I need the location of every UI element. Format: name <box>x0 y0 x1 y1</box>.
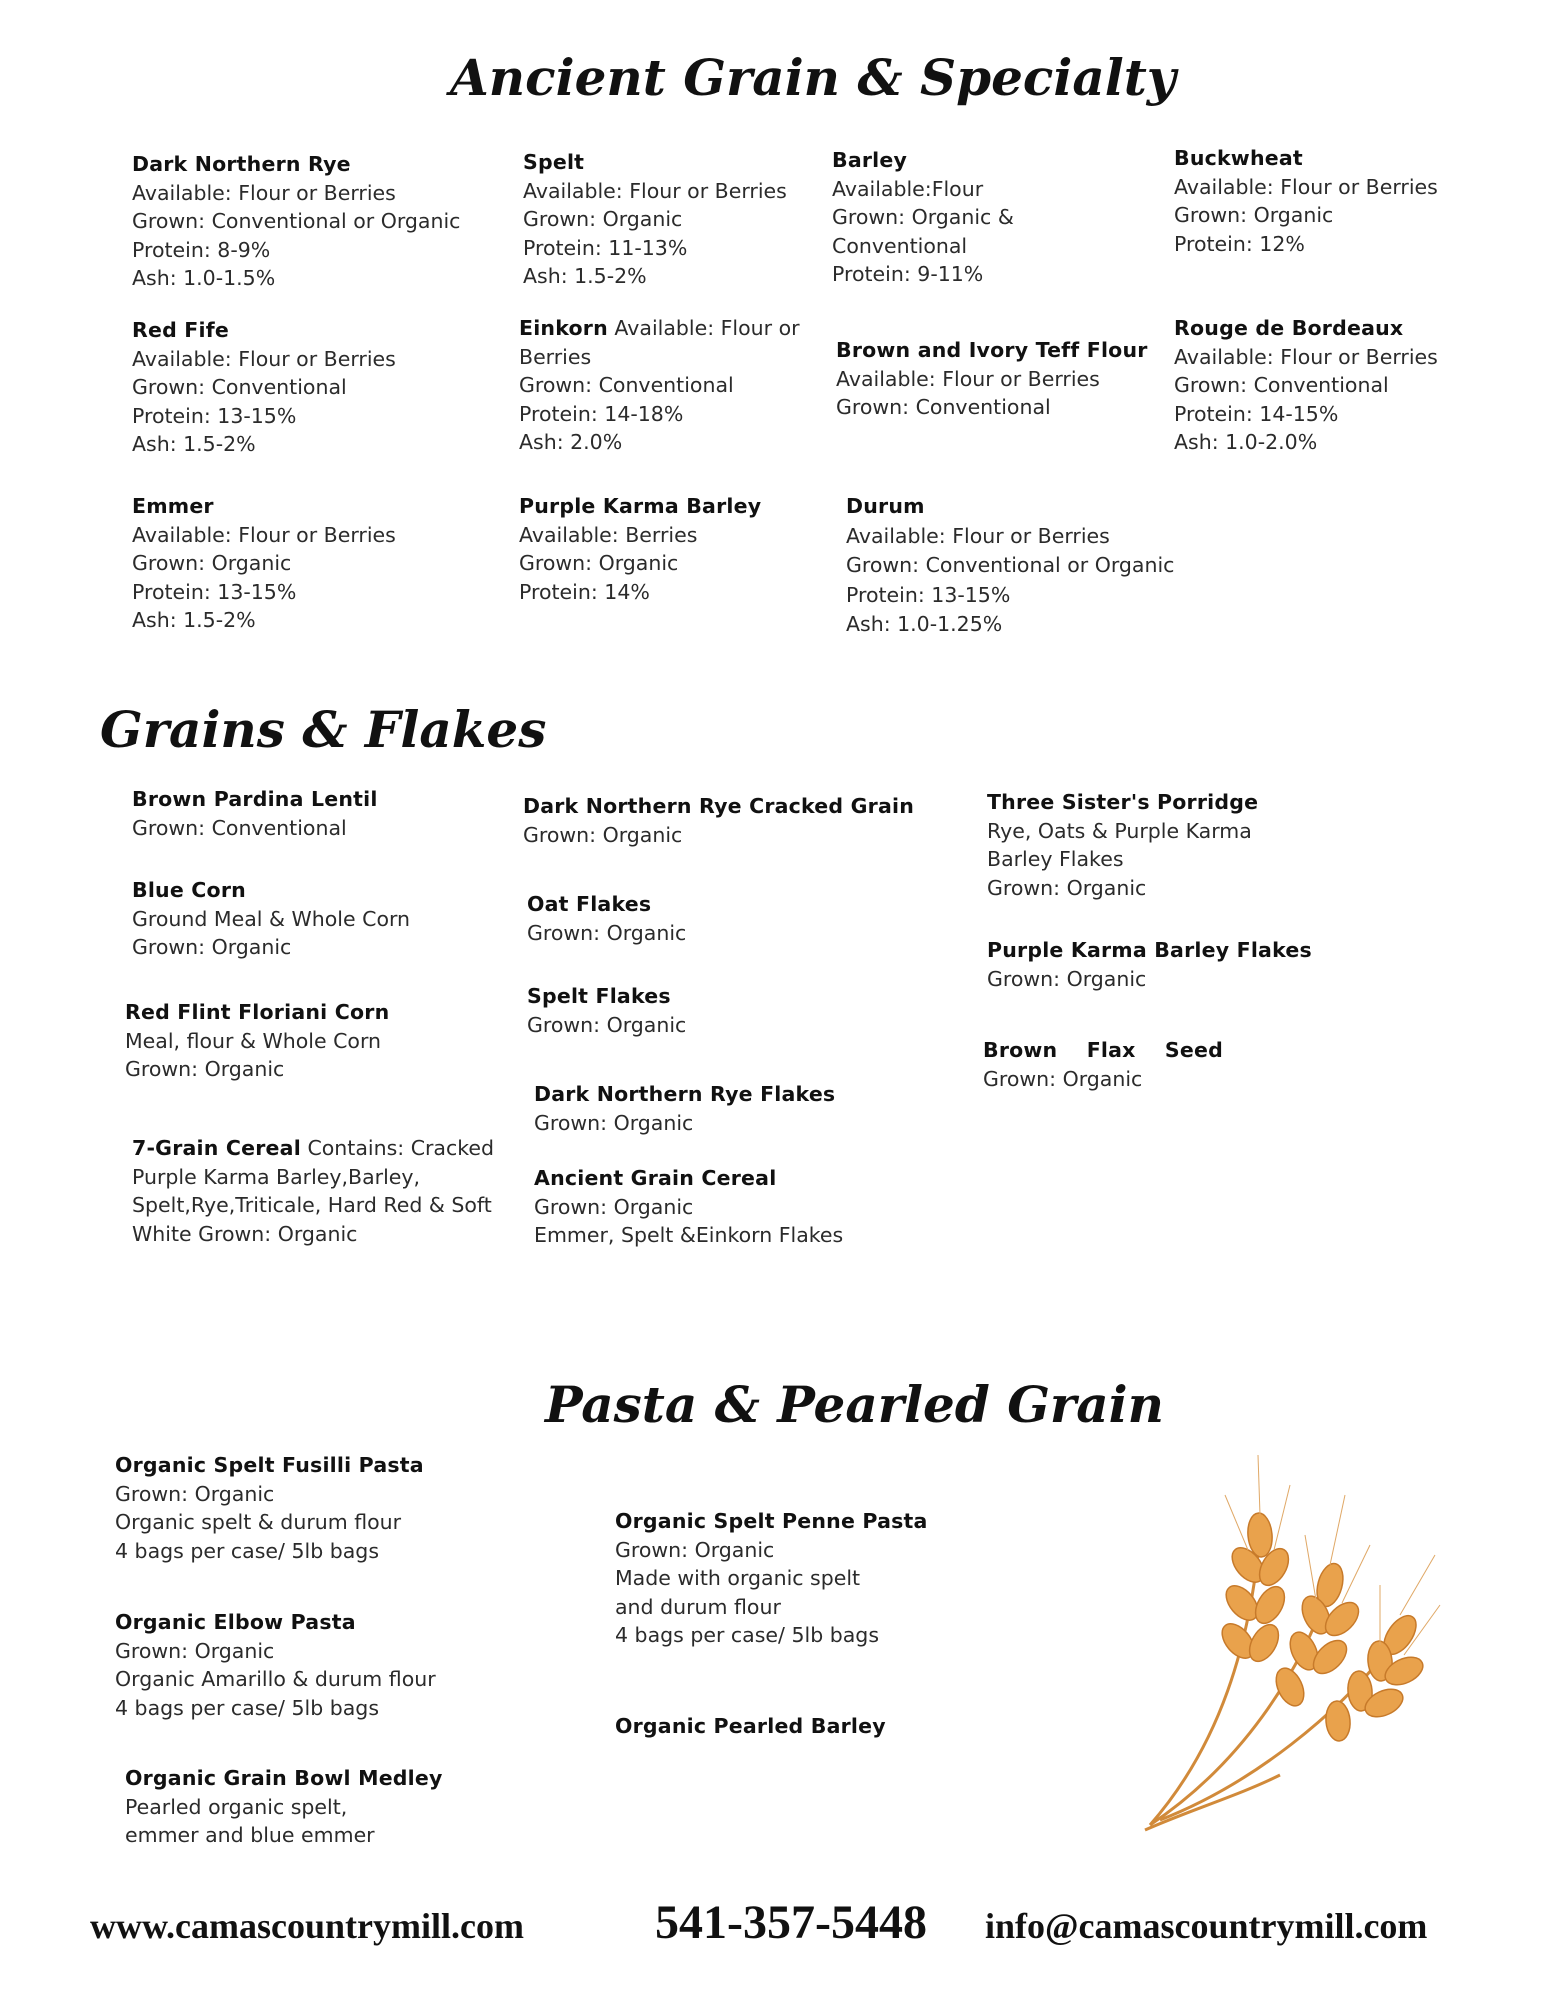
product-name: Spelt Flakes <box>527 984 671 1008</box>
product-red-fife <box>132 316 452 459</box>
product-name: Organic Elbow Pasta <box>115 1610 356 1634</box>
product-detail: and durum flour <box>615 1594 781 1619</box>
product-name: Purple Karma Barley <box>519 494 762 518</box>
product-detail: Grown: Organic <box>132 551 292 575</box>
product-buckwheat <box>1174 144 1494 258</box>
product-detail: Organic Amarillo & durum flour <box>115 1667 436 1691</box>
product-detail: Grown: Organic <box>1174 203 1334 227</box>
product-purple-karma-barley <box>519 492 819 606</box>
product-name: Einkorn <box>519 316 608 340</box>
product-detail: Available: Flour or Berries <box>132 522 396 547</box>
product-detail: Available: Flour or Berries <box>523 178 787 203</box>
product-detail: Protein: 13-15% <box>132 403 297 428</box>
wheat-illustration-icon <box>1130 1415 1450 1835</box>
product-name: Organic Grain Bowl Medley <box>125 1766 443 1790</box>
product-name: Rouge de Bordeaux <box>1174 316 1404 340</box>
product-name: Brown Pardina Lentil <box>132 787 378 811</box>
product-detail: Made with organic spelt <box>615 1566 861 1590</box>
product-name: Durum <box>846 494 925 518</box>
product-einkorn <box>519 314 824 457</box>
product-detail: Available: Flour or Berries <box>132 346 396 371</box>
product-name: Dark Northern Rye <box>132 152 351 176</box>
product-name: Dark Northern Rye Flakes <box>534 1082 836 1106</box>
product-detail: Pearled organic spelt, <box>125 1794 348 1819</box>
product-detail: Ash: 1.5-2% <box>132 432 256 456</box>
product-detail: Grown: Organic <box>523 207 683 231</box>
product-detail: Grown: Organic & <box>832 205 1014 229</box>
product-detail: Grown: Organic <box>125 1057 285 1081</box>
product-detail: Ash: 1.0-1.5% <box>132 266 276 290</box>
product-detail: Grown: Organic <box>987 875 1147 900</box>
product-detail: Grown: Conventional <box>519 373 734 397</box>
product-detail: Organic spelt & durum flour <box>115 1510 402 1534</box>
product-detail: Grown: Organic <box>527 1012 687 1037</box>
product-detail: Ash: 1.0-1.25% <box>846 612 1003 636</box>
product-detail: 4 bags per case/ 5lb bags <box>115 1538 379 1563</box>
product-detail: Grown: Organic <box>523 822 683 847</box>
product-name: Buckwheat <box>1174 146 1303 170</box>
product-dnr-cracked-grain <box>523 792 923 849</box>
product-teff-flour <box>836 336 1156 422</box>
section-title-ancient: Ancient Grain & Specialty <box>450 48 1176 107</box>
product-name: Brown Flax Seed <box>983 1038 1223 1062</box>
product-name: Oat Flakes <box>527 892 652 916</box>
product-ancient-grain-cereal <box>534 1164 894 1250</box>
product-name: Spelt <box>523 150 585 174</box>
product-name: Three Sister's Porridge <box>987 790 1259 814</box>
product-purple-karma-barley-flakes <box>987 936 1327 993</box>
product-red-flint-floriani-corn <box>125 998 465 1084</box>
product-detail: Ash: 1.5-2% <box>523 264 647 288</box>
product-spelt <box>523 148 823 291</box>
product-detail: Available: Flour or Berries <box>132 180 396 205</box>
product-detail: emmer and blue emmer <box>125 1823 375 1847</box>
product-name: Emmer <box>132 494 214 518</box>
product-7-grain-cereal <box>132 1134 517 1248</box>
product-detail: Conventional <box>832 233 968 258</box>
product-detail: Grown: Conventional or Organic <box>132 209 461 233</box>
product-name: Organic Pearled Barley <box>615 1714 886 1738</box>
product-elbow-pasta <box>115 1608 495 1722</box>
product-oat-flakes <box>527 890 827 947</box>
product-detail: Barley Flakes <box>987 847 1124 871</box>
product-dark-northern-rye <box>132 150 502 293</box>
product-detail: 4 bags per case/ 5lb bags <box>115 1695 379 1720</box>
product-detail: Meal, flour & Whole Corn <box>125 1028 382 1053</box>
product-detail: Grown: Conventional or Organic <box>846 553 1175 577</box>
product-detail: Protein: 9-11% <box>832 262 984 286</box>
product-name: Brown and Ivory Teff Flour <box>836 338 1148 362</box>
product-grain-bowl-medley <box>125 1764 485 1850</box>
footer-phone[interactable]: 541-357-5448 <box>655 1896 927 1949</box>
product-detail: Grown: Organic <box>115 1481 275 1506</box>
product-three-sisters-porridge <box>987 788 1307 902</box>
product-brown-flax-seed <box>983 1036 1283 1093</box>
product-detail: Grown: Organic <box>983 1066 1143 1091</box>
product-detail: Protein: 8-9% <box>132 237 271 262</box>
product-detail: Rye, Oats & Purple Karma <box>987 818 1252 843</box>
product-name: Red Flint Floriani Corn <box>125 1000 390 1024</box>
product-name: Purple Karma Barley Flakes <box>987 938 1312 962</box>
product-name: Organic Spelt Fusilli Pasta <box>115 1453 424 1477</box>
product-name: 7-Grain Cereal <box>132 1136 301 1160</box>
product-detail: Grown: Organic <box>115 1638 275 1663</box>
product-detail: Grown: Organic <box>534 1194 694 1219</box>
product-detail: Ground Meal & Whole Corn <box>132 906 411 931</box>
product-emmer <box>132 492 452 635</box>
product-detail: Available: Flour or Berries <box>519 316 800 369</box>
product-detail: Grown: Conventional <box>132 815 347 840</box>
product-detail: Grown: Organic <box>527 920 687 945</box>
footer-email[interactable]: info@camascountrymill.com <box>985 1906 1428 1946</box>
product-detail: Available:Flour <box>832 176 984 201</box>
product-name: Organic Spelt Penne Pasta <box>615 1509 928 1533</box>
product-detail: Available: Flour or Berries <box>846 523 1110 548</box>
product-detail: Grown: Organic <box>615 1537 775 1562</box>
product-detail: Available: Flour or Berries <box>1174 174 1438 199</box>
product-pearled-barley <box>615 1712 955 1741</box>
product-detail: Grown: Conventional <box>132 375 347 399</box>
product-detail: Protein: 13-15% <box>132 579 297 604</box>
section-title-pasta: Pasta & Pearled Grain <box>545 1375 1165 1434</box>
product-blue-corn <box>132 876 472 962</box>
footer-website[interactable]: www.camascountrymill.com <box>90 1906 524 1946</box>
product-durum <box>846 492 1206 640</box>
product-detail: Protein: 13-15% <box>846 582 1011 607</box>
product-detail: Available: Berries <box>519 522 698 547</box>
product-detail: Protein: 12% <box>1174 231 1305 256</box>
product-detail: Protein: 11-13% <box>523 235 688 260</box>
product-detail: Ash: 2.0% <box>519 430 623 454</box>
product-detail: Grown: Conventional <box>1174 373 1389 397</box>
product-spelt-flakes <box>527 982 827 1039</box>
section-title-grains: Grains & Flakes <box>100 700 547 759</box>
product-name: Barley <box>832 148 908 172</box>
product-barley <box>832 146 1132 289</box>
product-detail: Protein: 14-15% <box>1174 401 1339 426</box>
product-detail: Protein: 14% <box>519 579 650 604</box>
product-detail: Grown: Conventional <box>836 395 1051 419</box>
product-name: Dark Northern Rye Cracked Grain <box>523 794 915 818</box>
product-detail: Available: Flour or Berries <box>836 366 1100 391</box>
product-rouge-de-bordeaux <box>1174 314 1494 457</box>
product-detail: Available: Flour or Berries <box>1174 344 1438 369</box>
product-detail: Protein: 14-18% <box>519 401 684 426</box>
product-dnr-flakes <box>534 1080 874 1137</box>
product-spelt-penne-pasta <box>615 1507 955 1650</box>
product-name: Blue Corn <box>132 878 246 902</box>
product-detail: 4 bags per case/ 5lb bags <box>615 1623 879 1647</box>
product-spelt-fusilli-pasta <box>115 1451 475 1565</box>
product-name: Ancient Grain Cereal <box>534 1166 777 1190</box>
product-detail: Contains: Cracked Purple Karma Barley,Barley, Spelt,Rye,Triticale, Hard Red & Soft White Grown: Organic <box>132 1136 495 1246</box>
product-name: Red Fife <box>132 318 229 342</box>
product-detail: Emmer, Spelt &Einkorn Flakes <box>534 1223 844 1247</box>
product-detail: Ash: 1.5-2% <box>132 608 256 632</box>
product-detail: Grown: Organic <box>534 1110 694 1135</box>
product-detail: Grown: Organic <box>519 551 679 575</box>
product-brown-pardina-lentil <box>132 785 452 842</box>
product-detail: Grown: Organic <box>987 966 1147 991</box>
product-detail: Ash: 1.0-2.0% <box>1174 430 1318 454</box>
product-detail: Grown: Organic <box>132 935 292 959</box>
